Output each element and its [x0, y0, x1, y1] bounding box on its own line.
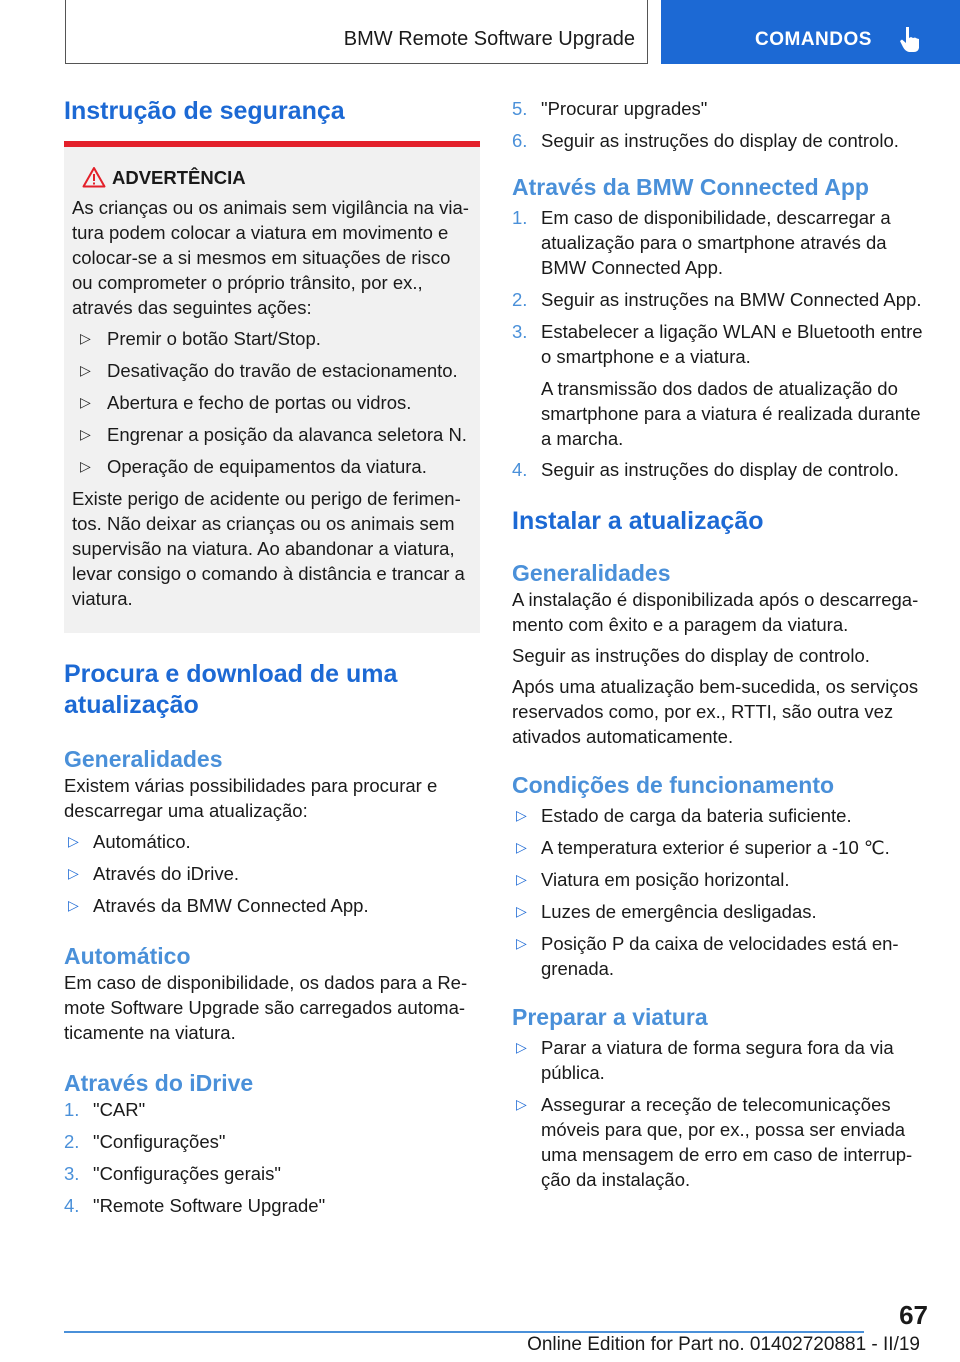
triangle-bullet-icon: ▷ — [516, 807, 527, 823]
triangle-bullet-icon: ▷ — [68, 865, 79, 881]
step-number: 3. — [64, 1163, 80, 1184]
prepare-subtitle: Preparar a viatura — [512, 1004, 708, 1030]
list-item-text: Parar a viatura de forma segura fora da via pública. — [541, 1037, 894, 1083]
triangle-bullet-icon: ▷ — [516, 871, 527, 887]
install-text: Seguir as instruções do display de controlo. — [512, 645, 870, 666]
step-text: "Configurações gerais" — [93, 1163, 281, 1184]
list-item-text: Estado de carga da bateria suficiente. — [541, 805, 852, 826]
warning-triangle-icon — [82, 166, 106, 188]
list-item — [72, 358, 472, 383]
triangle-bullet-icon: ▷ — [516, 935, 527, 951]
triangle-bullet-icon: ▷ — [80, 362, 91, 378]
step-number: 2. — [512, 289, 528, 310]
list-item — [64, 861, 480, 886]
list-item — [512, 1035, 928, 1085]
list-item-text: Posição P da caixa de velocidades está engrenada. — [541, 933, 899, 979]
list-item — [72, 390, 472, 415]
step-number: 2. — [64, 1131, 80, 1152]
general-subtitle: Generalidades — [64, 746, 223, 772]
triangle-bullet-icon: ▷ — [68, 897, 79, 913]
step-item — [64, 1161, 480, 1186]
footer-divider — [64, 1331, 864, 1333]
step-item — [512, 205, 928, 280]
list-item — [72, 422, 472, 447]
list-item-text: Assegurar a receção de telecomunicações móveis para que, por ex., possa ser enviada uma mensagem de erro em caso de interrupção da instalação. — [541, 1094, 913, 1190]
list-item — [72, 454, 472, 479]
triangle-bullet-icon: ▷ — [68, 833, 79, 849]
auto-text: Em caso de disponibilidade, os dados para a Remote Software Upgrade são carregados automaticamente na viatura. — [64, 972, 468, 1043]
safety-title: Instrução de segurança — [64, 97, 345, 125]
list-item-text: Automático. — [93, 831, 191, 852]
step-item — [512, 96, 928, 121]
step-text: Seguir as instruções do display de controlo. — [541, 459, 899, 480]
step-item — [512, 128, 928, 153]
step-number: 1. — [64, 1099, 80, 1120]
list-item — [512, 899, 928, 924]
step-number: 5. — [512, 98, 528, 119]
install-title: Instalar a atualização — [512, 507, 764, 535]
triangle-bullet-icon: ▷ — [516, 1039, 527, 1055]
list-item-text: Desativação do travão de estacionamento. — [107, 360, 458, 381]
section-tab-label: COMANDOS — [755, 29, 872, 50]
triangle-bullet-icon: ▷ — [80, 394, 91, 410]
warning-heading — [72, 165, 472, 191]
step-text: "Configurações" — [93, 1131, 226, 1152]
list-item-text: Premir o botão Start/Stop. — [107, 328, 321, 349]
auto-subtitle: Automático — [64, 943, 191, 969]
triangle-bullet-icon: ▷ — [80, 330, 91, 346]
idrive-subtitle: Através do iDrive — [64, 1070, 254, 1096]
warning-outro: Existe perigo de acidente ou perigo de ferimentos. Não deixar as crianças ou os animais sem supervisão na viatura. Ao abandonar a viatura, levar consigo o comando à distância e trancar a viatura. — [72, 488, 465, 609]
step-text: Seguir as instruções na BMW Connected App. — [541, 289, 922, 310]
triangle-bullet-icon: ▷ — [80, 426, 91, 442]
general-text: Existem várias possibilidades para procurar e descarregar uma atualização: — [64, 775, 438, 821]
header-title: BMW Remote Software Upgrade — [343, 28, 635, 50]
list-item-text: Luzes de emergência desligadas. — [541, 901, 817, 922]
pointing-hand-icon — [895, 24, 925, 54]
triangle-bullet-icon: ▷ — [516, 903, 527, 919]
install-general-subtitle: Generalidades — [512, 560, 671, 586]
list-item — [512, 835, 928, 860]
list-item — [64, 893, 480, 918]
list-item — [512, 803, 928, 828]
step-item — [64, 1129, 480, 1154]
step-item — [64, 1097, 480, 1122]
step-number: 4. — [64, 1195, 80, 1216]
step-text: Estabelecer a ligação WLAN e Bluetooth entre o smartphone e a viatura. — [541, 321, 923, 367]
list-item — [64, 829, 480, 854]
step-number: 6. — [512, 130, 528, 151]
step-note: A transmissão dos dados de atualização do smartphone para a viatura é realizada durante a marcha. — [541, 378, 921, 449]
list-item-text: A temperatura exterior é superior a ‑10 ℃. — [541, 837, 890, 858]
step-text: "Procurar upgrades" — [541, 98, 708, 119]
install-text: A instalação é disponibilizada após o descarregamento com êxito e a paragem da viatura. — [512, 589, 919, 635]
list-item-text: Abertura e fecho de portas ou vidros. — [107, 392, 412, 413]
search-title: Procura e download de uma atualização — [64, 660, 398, 719]
list-item — [512, 867, 928, 892]
step-number: 1. — [512, 207, 528, 228]
right-column — [512, 96, 928, 1199]
conditions-subtitle: Condições de funcionamento — [512, 772, 835, 798]
section-tab[interactable] — [661, 0, 960, 64]
step-item — [512, 319, 928, 369]
step-text: "CAR" — [93, 1099, 146, 1120]
list-item — [512, 931, 928, 981]
list-item-text: Através da BMW Connected App. — [93, 895, 369, 916]
step-item — [64, 1193, 480, 1218]
step-item — [512, 287, 928, 312]
warning-intro: As crianças ou os animais sem vigilância na viatura podem colocar a viatura em movimento e colocar-se a si mesmos em situações de risco ou comprometer o próprio trânsito, por ex., através das seguintes ações: — [72, 197, 469, 318]
triangle-bullet-icon: ▷ — [80, 458, 91, 474]
list-item-text: Viatura em posição horizontal. — [541, 869, 790, 890]
step-item — [512, 457, 928, 482]
left-column — [64, 96, 480, 1225]
list-item-text: Engrenar a posição da alavanca seletora N. — [107, 424, 467, 445]
warning-box — [64, 147, 480, 633]
warning-heading-text: ADVERTÊNCIA — [112, 167, 246, 188]
list-item-text: Através do iDrive. — [93, 863, 239, 884]
step-number: 3. — [512, 321, 528, 342]
step-number: 4. — [512, 459, 528, 480]
app-subtitle: Através da BMW Connected App — [512, 174, 869, 200]
install-text: Após uma atualização bem-sucedida, os serviços reservados como, por ex., RTTI, são outra vez ativados automaticamente. — [512, 676, 919, 747]
triangle-bullet-icon: ▷ — [516, 839, 527, 855]
list-item-text: Operação de equipamentos da viatura. — [107, 456, 427, 477]
triangle-bullet-icon: ▷ — [516, 1096, 527, 1112]
step-text: "Remote Software Upgrade" — [93, 1195, 326, 1216]
step-text: Em caso de disponibilidade, descarregar a atualização para o smartphone através da BMW Connected App. — [541, 207, 891, 278]
list-item — [512, 1092, 928, 1192]
footer-edition: Online Edition for Part no. 01402720881 - II/19 — [527, 1334, 920, 1355]
header-title-box — [65, 0, 648, 64]
step-text: Seguir as instruções do display de controlo. — [541, 130, 899, 151]
page-number: 67 — [899, 1300, 928, 1330]
list-item — [72, 326, 472, 351]
